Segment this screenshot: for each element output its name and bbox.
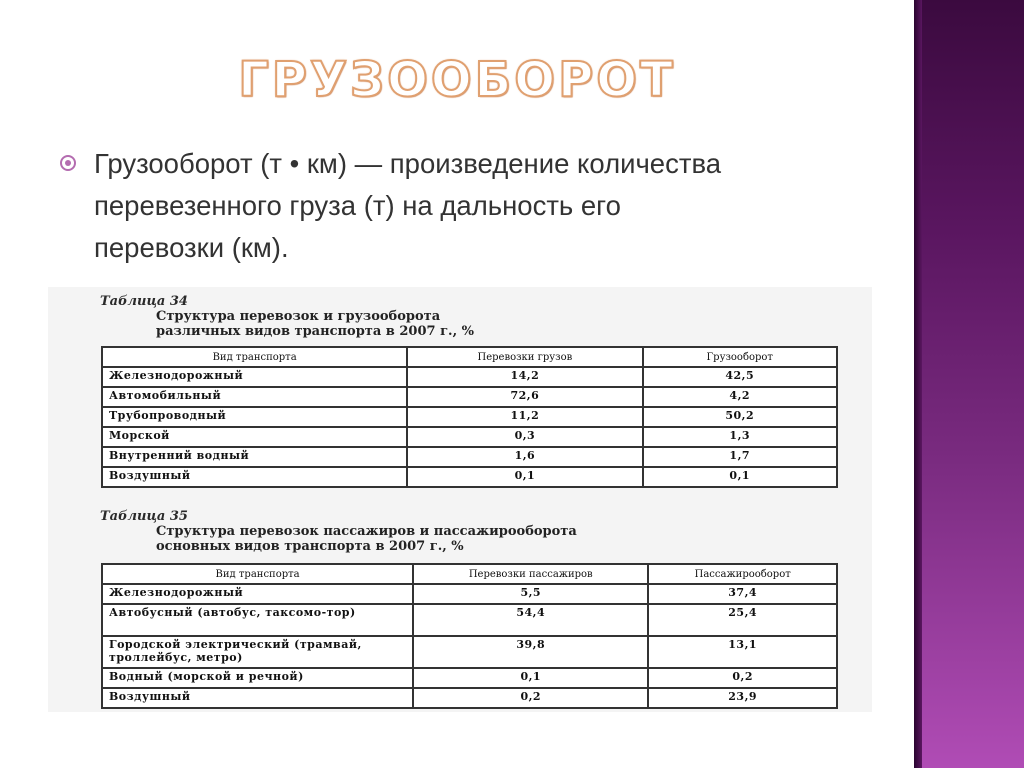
scanned-tables-image [48,287,872,712]
table-row [102,604,837,636]
table-cell: Автомобильный [102,387,407,407]
table-row [102,387,837,407]
table-cell: 42,5 [643,367,838,387]
table35 [101,563,838,709]
table-cell: Железнодорожный [102,367,407,387]
table-cell: 37,4 [648,584,837,604]
table-cell: 50,2 [643,407,838,427]
table34-header-cell: Вид транспорта [102,347,407,367]
table-cell: Воздушный [102,688,413,708]
table34-header-row [102,347,837,367]
table-cell: 1,6 [407,447,642,467]
table-cell: Морской [102,427,407,447]
bullet-item [60,143,750,269]
table-cell: 4,2 [643,387,838,407]
table-cell: 23,9 [648,688,837,708]
table-cell: 13,1 [648,636,837,668]
bullet-text: Грузооборот (т • км) — произведение количества перевезенного груза (т) на дальность его перевозки (км). [94,148,722,263]
table-row [102,427,837,447]
table-cell: 5,5 [413,584,648,604]
table35-header-cell: Вид транспорта [102,564,413,584]
table34-subtitle-2: различных видов транспорта в 2007 г., % [156,324,474,339]
table-cell: 0,1 [413,668,648,688]
table-cell: Внутренний водный [102,447,407,467]
table-cell: 1,3 [643,427,838,447]
table34-caption: Таблица 34 [100,294,188,309]
table-row [102,636,837,668]
table-row [102,447,837,467]
table-row [102,668,837,688]
table35-subtitle-1: Структура перевозок пассажиров и пассажирооборота [156,524,577,539]
table-cell: 0,2 [648,668,837,688]
table-cell: Воздушный [102,467,407,487]
table-cell: 1,7 [643,447,838,467]
table-cell: Железнодорожный [102,584,413,604]
table34-subtitle-1: Структура перевозок и грузооборота [156,309,441,324]
table34-header-cell: Перевозки грузов [407,347,642,367]
table-cell: 39,8 [413,636,648,668]
table35-header-row [102,564,837,584]
table34 [101,346,838,488]
table35-header-cell: Пассажирооборот [648,564,837,584]
table35-subtitle-2: основных видов транспорта в 2007 г., % [156,539,464,554]
table-cell: Городской электрический (трамвай, троллейбус, метро) [102,636,413,668]
table-cell: Автобусный (автобус, таксомо-тор) [102,604,413,636]
table-row [102,407,837,427]
table34-header-cell: Грузооборот [643,347,838,367]
slide-title: ГРУЗООБОРОТ [238,52,676,108]
table-row [102,367,837,387]
bullet-circle-icon [60,155,76,171]
table-cell: 54,4 [413,604,648,636]
table-row [102,688,837,708]
table-cell: 0,2 [413,688,648,708]
table-cell: 0,1 [643,467,838,487]
decorative-side-panel [914,0,1024,768]
table-cell: Трубопроводный [102,407,407,427]
table-cell: 14,2 [407,367,642,387]
table-cell: 72,6 [407,387,642,407]
table-cell: 25,4 [648,604,837,636]
table-cell: Водный (морской и речной) [102,668,413,688]
table-cell: 0,3 [407,427,642,447]
table-cell: 11,2 [407,407,642,427]
table-row [102,584,837,604]
side-panel-edge [914,0,922,768]
table-cell: 0,1 [407,467,642,487]
table35-caption: Таблица 35 [100,509,188,524]
table-row [102,467,837,487]
table35-header-cell: Перевозки пассажиров [413,564,648,584]
